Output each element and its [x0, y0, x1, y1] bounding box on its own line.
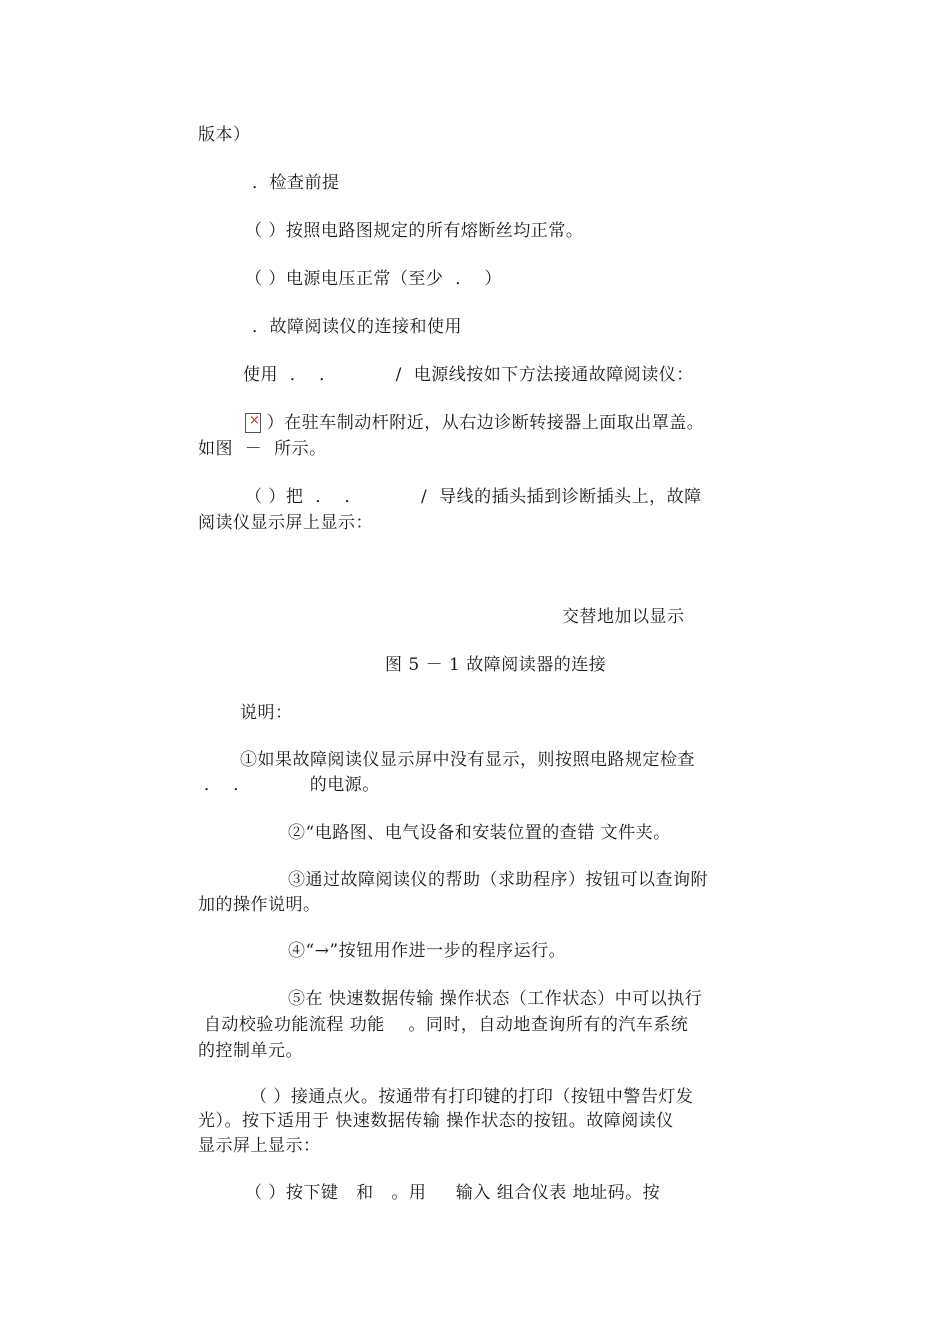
figure-note: 交替地加以显示 — [562, 607, 685, 627]
text-line: （ ）按下键 和 。用 输入 组合仪表 地址码。按 — [245, 1183, 661, 1203]
text-line: 显示屏上显示： — [198, 1136, 321, 1156]
text-line: 说明： — [240, 703, 293, 723]
text-line: （ ）按照电路图规定的所有熔断丝均正常。 — [245, 221, 584, 241]
text-line: 的控制单元。 — [198, 1041, 303, 1061]
text-line: ④“→”按钮用作进一步的程序运行。 — [288, 941, 567, 961]
text-line: （ ）把 ． ． / 导线的插头插到诊断插头上，故障 — [245, 487, 702, 507]
figure-caption: 图 5 － 1 故障阅读器的连接 — [385, 655, 607, 675]
text-line: 自动校验功能流程 功能 。同时，自动地查询所有的汽车系统 — [198, 1015, 689, 1035]
text-line: 光）。按下适用于 快速数据传输 操作状态的按钮。故障阅读仪 — [198, 1111, 674, 1131]
text-line: ②“电路图、电气设备和安装位置的查错 文件夹。 — [288, 823, 671, 843]
text-line: 阅读仪显示屏上显示： — [198, 513, 373, 533]
text-line: （ ）电源电压正常（至少 ． ） — [245, 269, 503, 289]
text-line: （ ）接通点火。按通带有打印键的打印（按钮中警告灯发 — [250, 1087, 694, 1107]
text-line: ①如果故障阅读仪显示屏中没有显示，则按照电路规定检查 — [240, 750, 695, 770]
text-line: ）在驻车制动杆附近，从右边诊断转接器上面取出罩盖。 — [255, 413, 705, 433]
text-line: ． ． 的电源。 — [198, 775, 380, 795]
text-line: 版本） — [198, 125, 251, 145]
text-line: 如图 － 所示。 — [198, 439, 327, 459]
section-heading: ．故障阅读仪的连接和使用 — [252, 317, 462, 337]
text-line: ③通过故障阅读仪的帮助（求助程序）按钮可以查询附 — [288, 870, 708, 890]
text-line: ⑤在 快速数据传输 操作状态（工作状态）中可以执行 — [288, 989, 703, 1009]
text-line: 使用 ． ． / 电源线按如下方法接通故障阅读仪： — [243, 365, 694, 385]
section-heading: ．检查前提 — [252, 173, 340, 193]
text-line: 加的操作说明。 — [198, 895, 321, 915]
